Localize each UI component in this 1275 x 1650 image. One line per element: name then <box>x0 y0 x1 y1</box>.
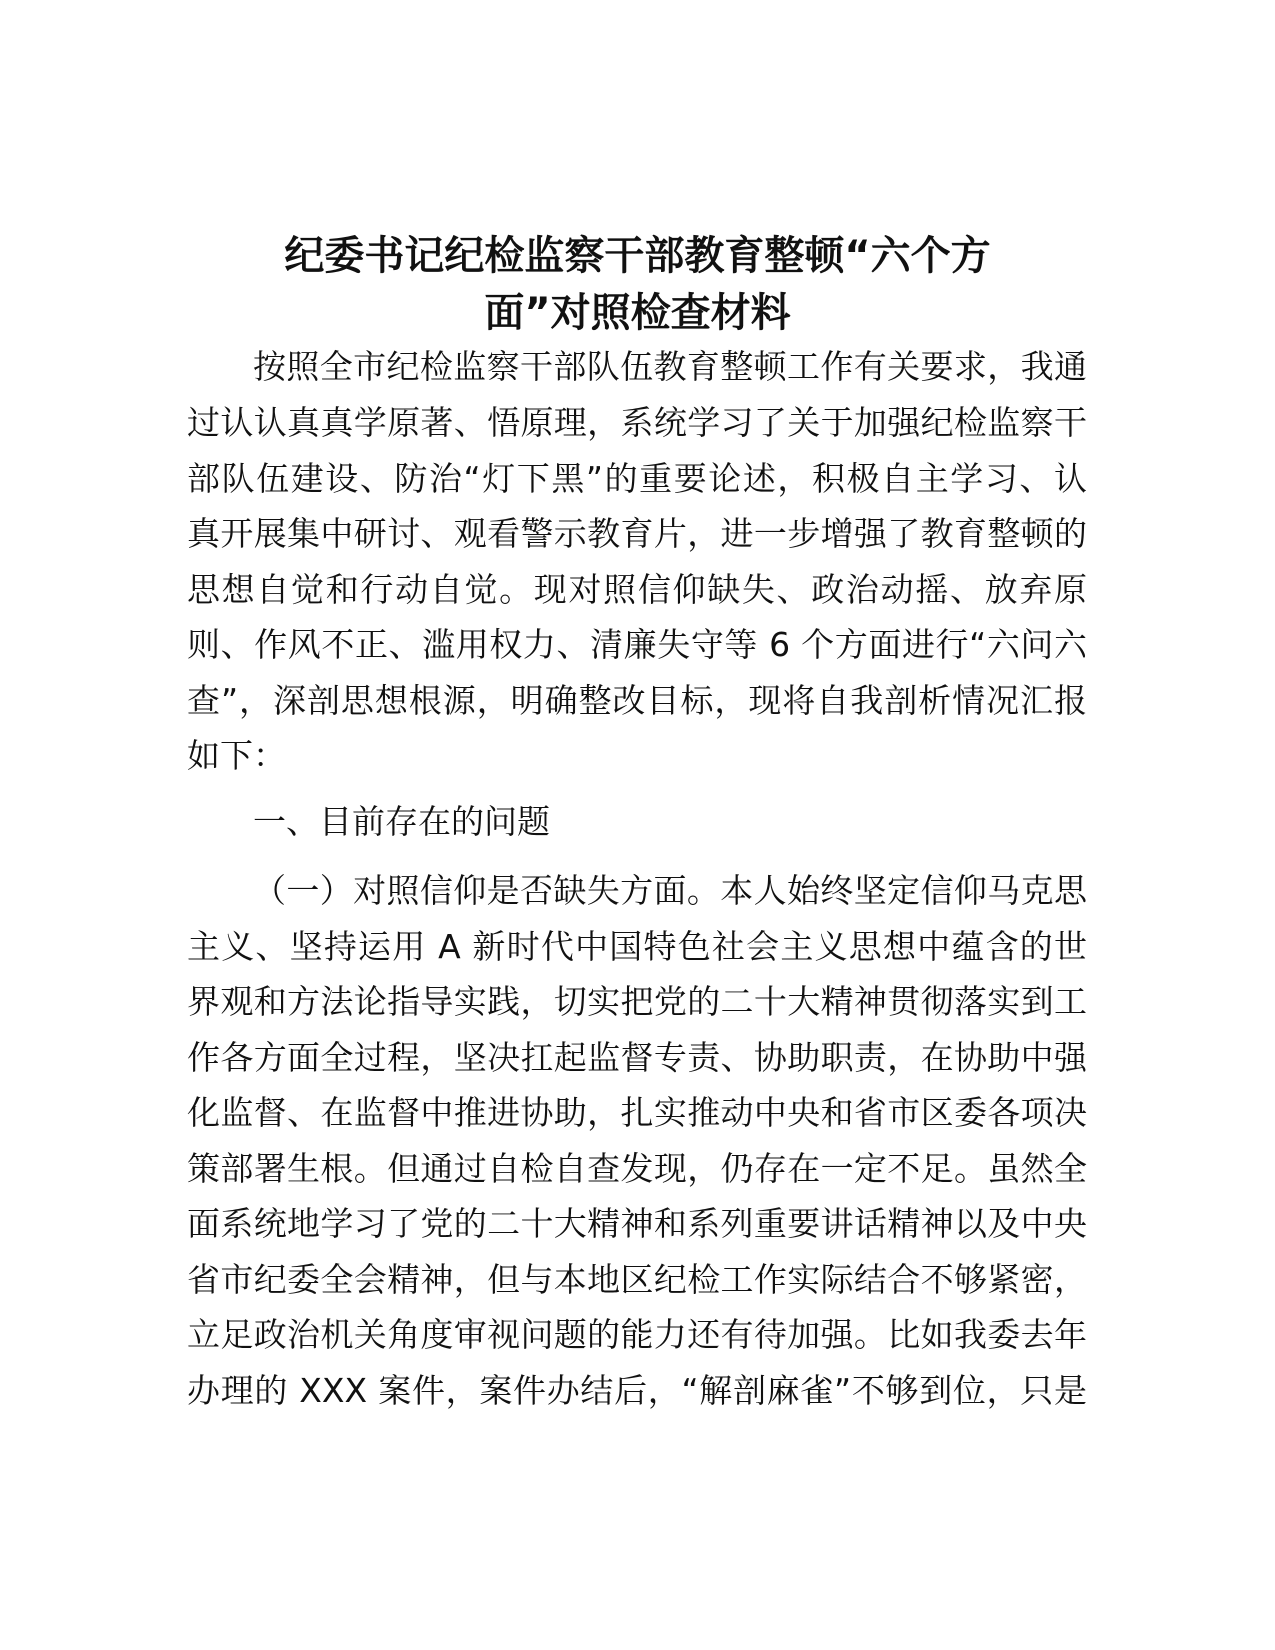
paragraph-line: 策部署生根。但通过自检自查发现，仍存在一定不足。虽然全 <box>187 1149 1087 1188</box>
paragraph-line: 办理的 XXX 案件，案件办结后，“解剖麻雀”不够到位，只是 <box>187 1371 1087 1410</box>
document-title-line-1: 纪委书记纪检监察干部教育整顿“六个方 <box>284 233 991 279</box>
paragraph-line: 思想自觉和行动自觉。现对照信仰缺失、政治动摇、放弃原 <box>187 570 1087 609</box>
paragraph-line: 面系统地学习了党的二十大精神和系列重要讲话精神以及中央 <box>187 1204 1087 1243</box>
paragraph-line: 部队伍建设、防治“灯下黑”的重要论述，积极自主学习、认 <box>187 459 1087 498</box>
paragraph-line: 过认认真真学原著、悟原理，系统学习了关于加强纪检监察干 <box>187 403 1087 442</box>
paragraph-line: 主义、坚持运用 A 新时代中国特色社会主义思想中蕴含的世 <box>187 927 1087 966</box>
paragraph-line: 按照全市纪检监察干部队伍教育整顿工作有关要求，我通 <box>253 347 1087 386</box>
section-heading: 一、目前存在的问题 <box>253 802 550 841</box>
paragraph-line: 界观和方法论指导实践，切实把党的二十大精神贯彻落实到工 <box>187 982 1087 1021</box>
paragraph-line: 查”，深剖思想根源，明确整改目标，现将自我剖析情况汇报 <box>187 681 1087 720</box>
paragraph-line: 真开展集中研讨、观看警示教育片，进一步增强了教育整顿的 <box>187 514 1087 553</box>
document-title-line-2: 面”对照检查材料 <box>484 290 791 336</box>
paragraph-line: 如下： <box>187 736 286 775</box>
paragraph-line: 省市纪委全会精神，但与本地区纪检工作实际结合不够紧密， <box>187 1260 1087 1299</box>
paragraph-line: （一）对照信仰是否缺失方面。本人始终坚定信仰马克思 <box>253 871 1087 910</box>
paragraph-line: 作各方面全过程，坚决扛起监督专责、协助职责，在协助中强 <box>187 1038 1087 1077</box>
paragraph-line: 化监督、在监督中推进协助，扎实推动中央和省市区委各项决 <box>187 1093 1087 1132</box>
paragraph-line: 则、作风不正、滥用权力、清廉失守等 6 个方面进行“六问六 <box>187 625 1087 664</box>
paragraph-line: 立足政治机关角度审视问题的能力还有待加强。比如我委去年 <box>187 1315 1087 1354</box>
